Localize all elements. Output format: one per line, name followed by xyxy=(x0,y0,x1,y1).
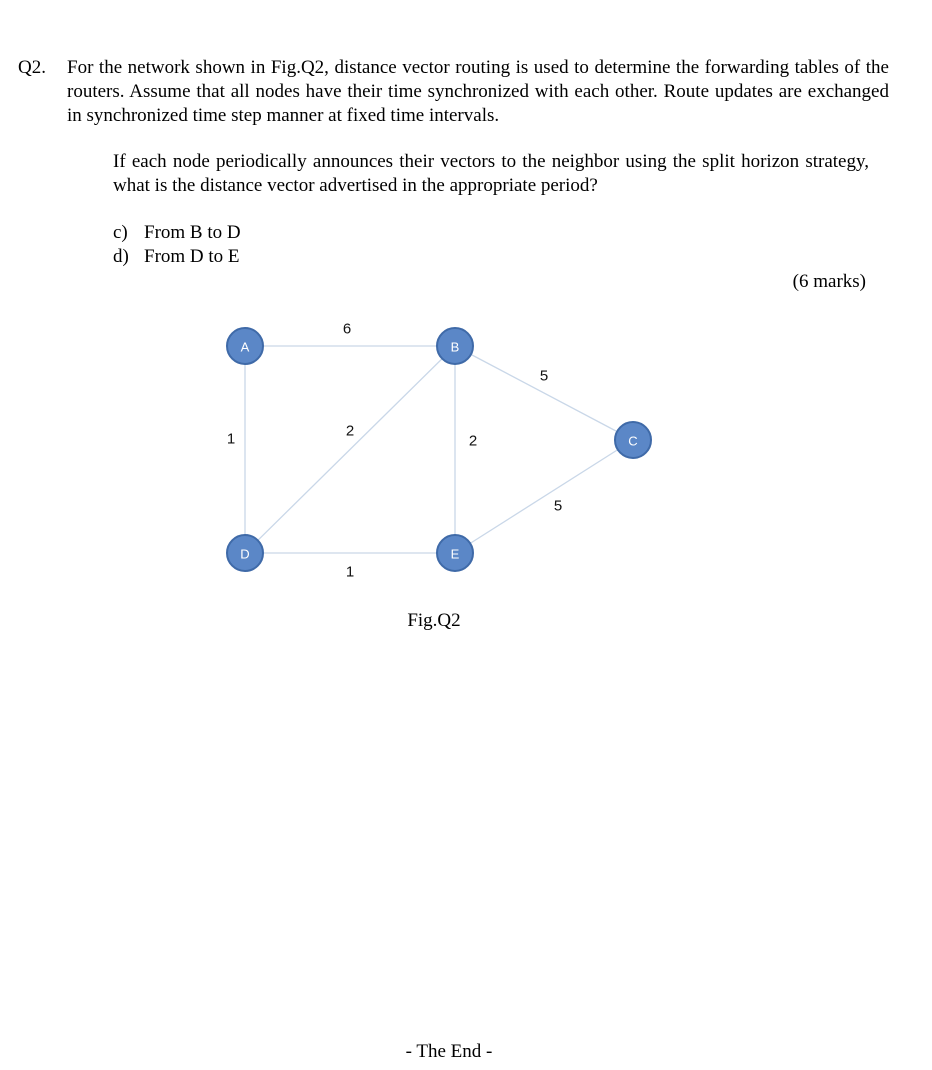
node-a xyxy=(227,328,263,364)
node-label-c: C xyxy=(628,433,638,449)
node-d xyxy=(227,535,263,571)
node-c xyxy=(615,422,651,458)
part-c xyxy=(113,221,241,245)
node-label-d: D xyxy=(240,546,250,562)
question-intro: For the network shown in Fig.Q2, distance vector routing is used to determine the forwarding tables of the routers. Assume that all nodes have their time synchronized with each other. Route updates are exchanged in synchronized time step manner at fixed time intervals. xyxy=(67,57,889,126)
edge-weight-b-c: 5 xyxy=(539,367,549,385)
part-letter: d) xyxy=(113,246,129,267)
network-graph xyxy=(208,310,664,586)
question-parts xyxy=(113,221,241,269)
edge-weight-b-d: 2 xyxy=(345,422,355,440)
node-label-b: B xyxy=(450,339,460,355)
edge-weight-a-d: 1 xyxy=(226,430,236,448)
question-number: Q2. xyxy=(18,57,46,78)
figure-caption: Fig.Q2 xyxy=(407,610,461,631)
edge-weight-a-b: 6 xyxy=(342,320,352,338)
part-text: From D to E xyxy=(144,246,240,267)
node-b xyxy=(437,328,473,364)
part-text: From B to D xyxy=(144,222,241,243)
edge-weight-b-e: 2 xyxy=(468,432,478,450)
part-d xyxy=(113,245,241,269)
figure-background xyxy=(208,310,664,586)
node-label-e: E xyxy=(450,546,460,562)
marks-label: (6 marks) xyxy=(792,271,866,292)
end-marker: - The End - xyxy=(405,1041,493,1062)
node-e xyxy=(437,535,473,571)
question-subprompt: If each node periodically announces their vectors to the neighbor using the split horizon strategy, what is the distance vector advertised in the appropriate period? xyxy=(113,151,869,196)
part-letter: c) xyxy=(113,222,128,243)
edge-weight-e-c: 5 xyxy=(553,497,563,515)
edge-weight-d-e: 1 xyxy=(345,563,355,581)
network-figure xyxy=(208,310,664,586)
node-label-a: A xyxy=(240,339,250,355)
